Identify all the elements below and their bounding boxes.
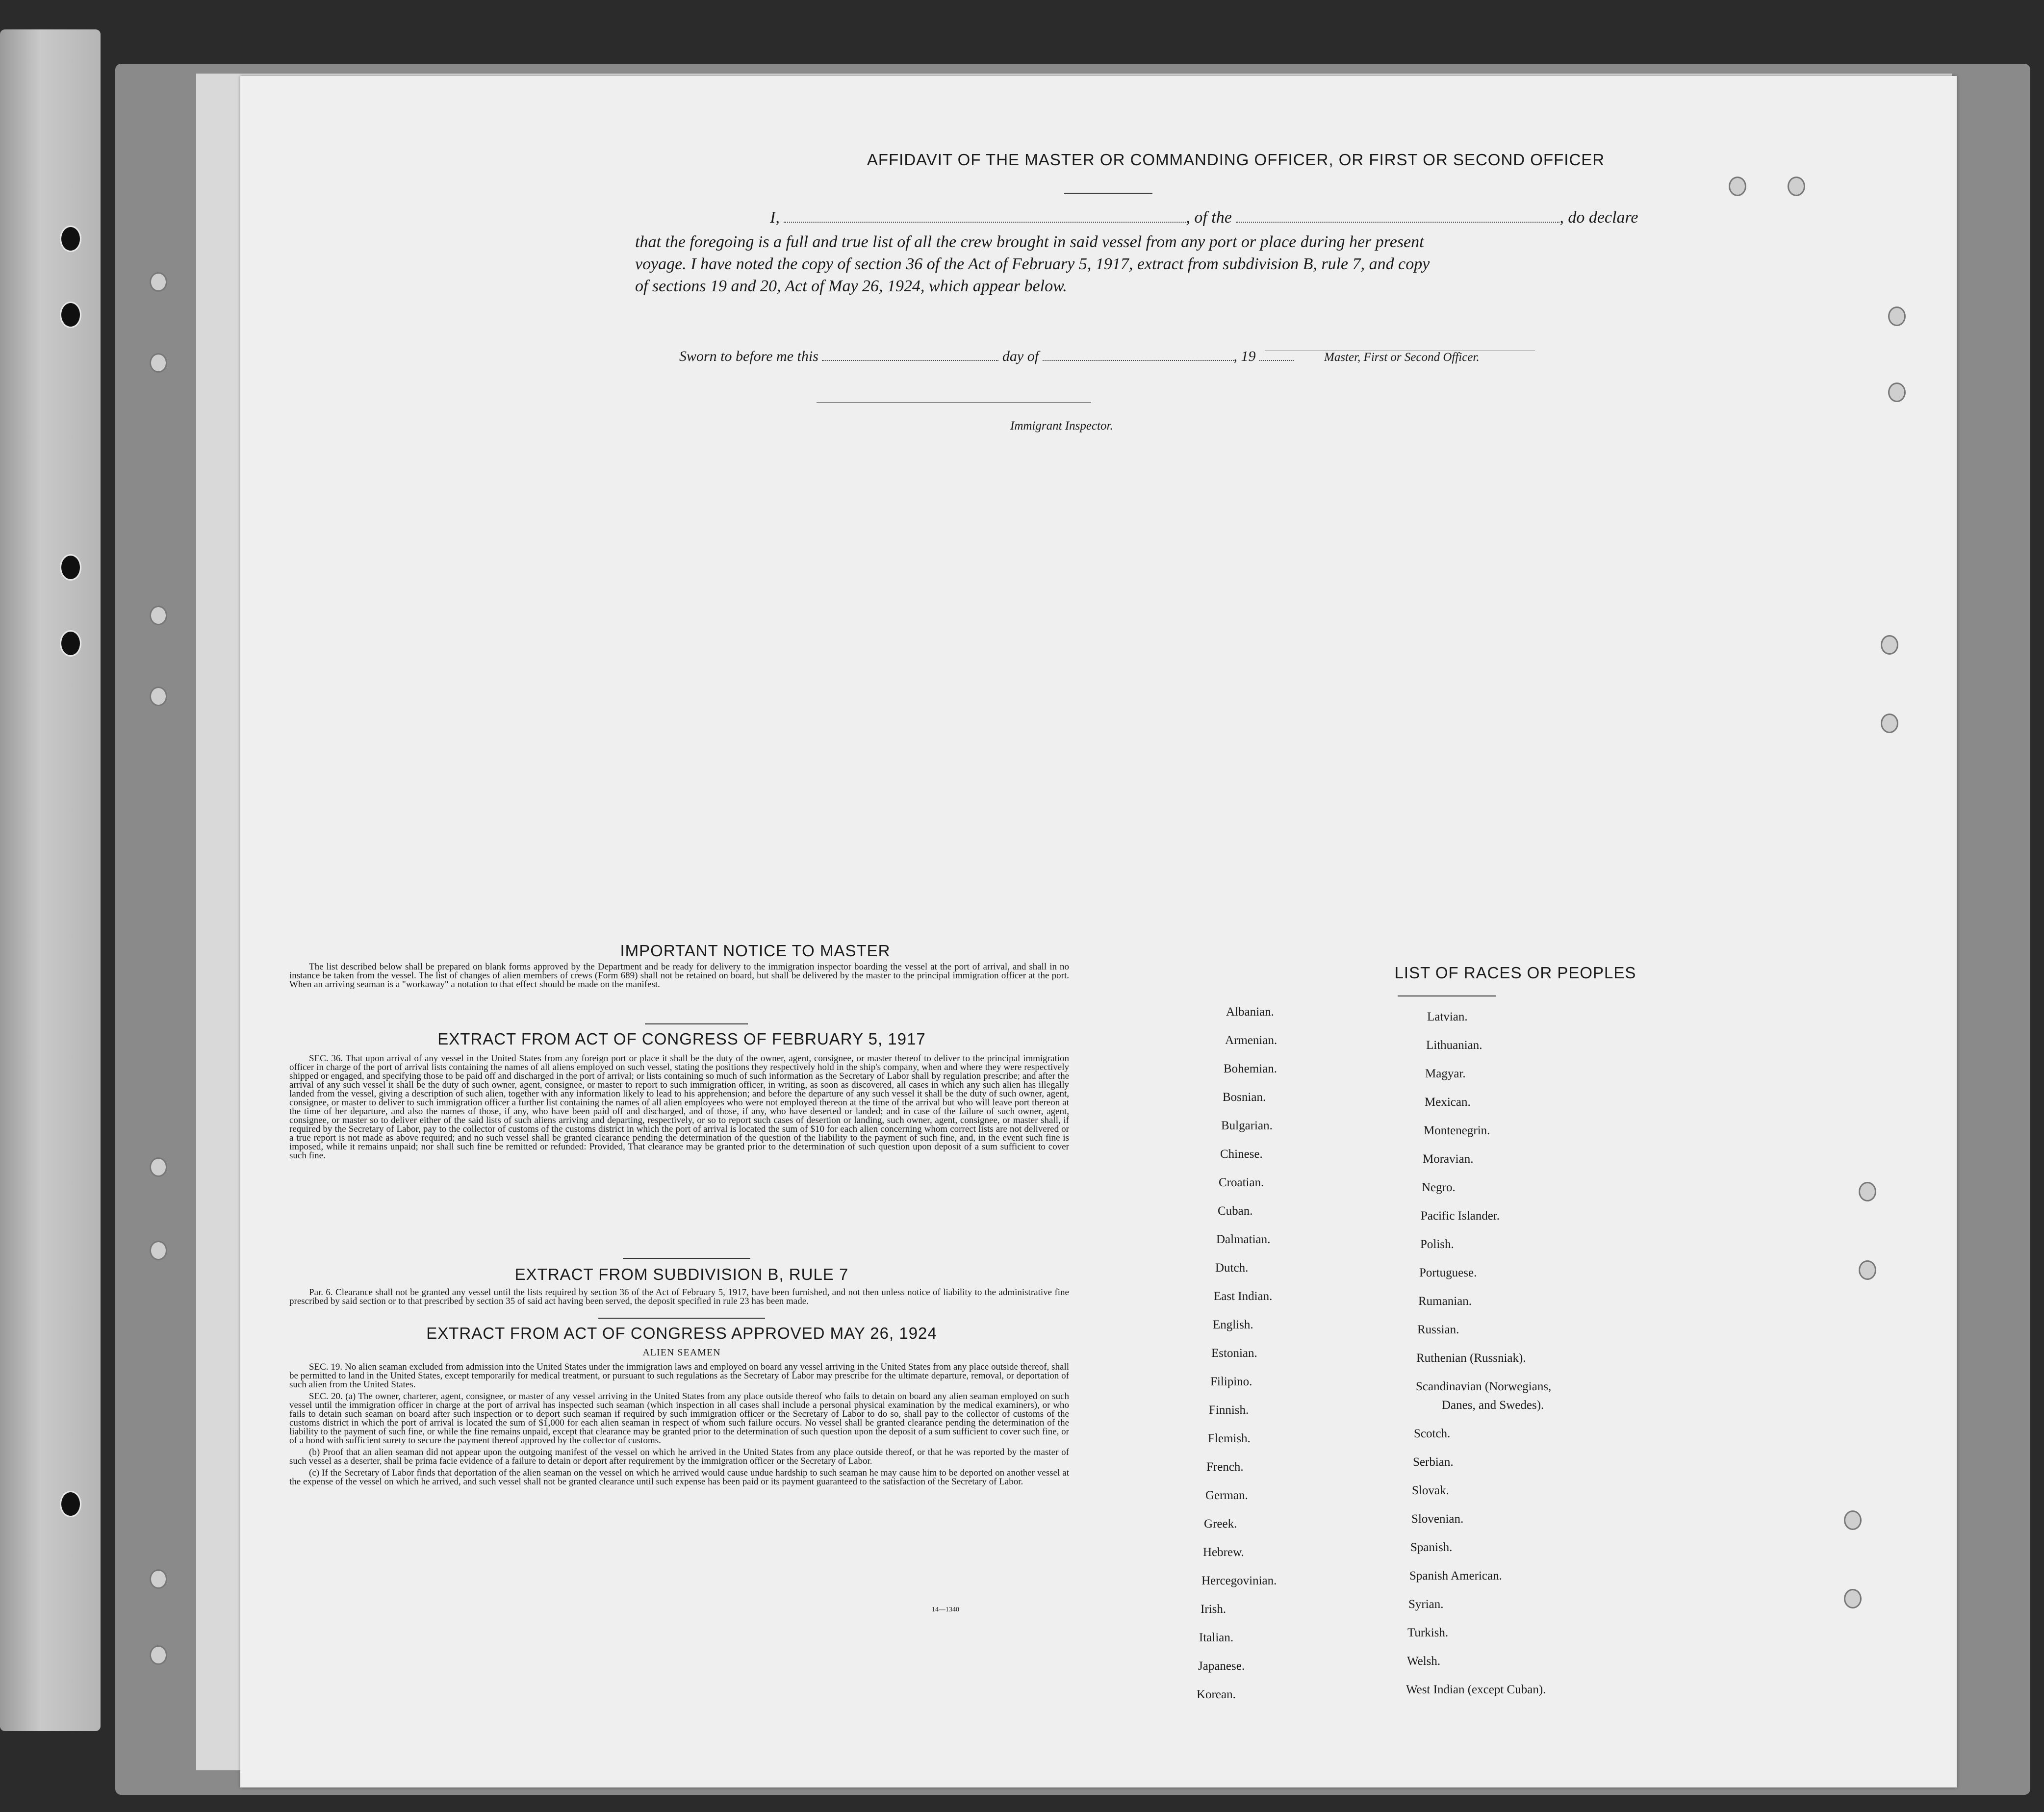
affidavit-title: AFFIDAVIT OF THE MASTER OR COMMANDING OFFICER, OR FIRST OR SECOND OFFICER <box>867 151 1605 169</box>
punch-hole <box>1844 1589 1862 1608</box>
punch-hole <box>150 1645 167 1665</box>
punch-hole <box>150 1569 167 1589</box>
affidavit-of: , of the <box>1186 208 1232 227</box>
punch-hole <box>150 1241 167 1260</box>
master-label: Master, First or Second Officer. <box>1324 351 1480 364</box>
sworn-month-blank[interactable] <box>1043 360 1234 361</box>
extract1-title: EXTRACT FROM ACT OF CONGRESS OF FEBRUARY 5, 1917 <box>437 1030 926 1048</box>
name-blank[interactable] <box>784 222 1186 223</box>
race-item: Chinese. <box>1220 1148 1263 1161</box>
race-item: Bohemian. <box>1224 1062 1278 1075</box>
extract1-body <box>289 1054 1069 1163</box>
race-item: Negro. <box>1422 1181 1456 1194</box>
section19-paragraph: SEC. 19. No alien seaman excluded from admission into the United States under the immigration laws and employed on board any vessel arriving in the United States from any place outside thereof, shall be permitted to land in the United States, except temporarily for medical treatment, or pursuant to such regulations as the Secretary of Labor may prescribe for the ultimate departure, removal, or deportation of such alien from the United States. <box>289 1362 1069 1390</box>
race-item: English. <box>1213 1318 1253 1331</box>
race-item: Spanish American. <box>1409 1569 1502 1582</box>
race-item: Syrian. <box>1408 1598 1444 1611</box>
punch-hole <box>150 353 167 373</box>
race-item: West Indian (except Cuban). <box>1406 1683 1546 1696</box>
document-page <box>240 76 1957 1787</box>
binder-hole <box>60 630 81 657</box>
race-item: Danes, and Swedes). <box>1442 1399 1544 1412</box>
race-item: Irish. <box>1201 1603 1226 1616</box>
binder-hole <box>60 302 81 328</box>
race-item: Dalmatian. <box>1216 1233 1271 1246</box>
notice-paragraph: The list described below shall be prepared on blank forms approved by the Department and be ready for delivery to the immigration inspector boarding the vessel at the port of arrival, and shall in no instance be taken from the vessel. The list of changes of alien members of crews (Form 689) shall not be retained on board, but shall be delivered by the master to the principal immigration officer at the port. When an arriving seaman is a "workaway" a notation to that effect should be made on the manifest. <box>289 962 1069 990</box>
notice-title: IMPORTANT NOTICE TO MASTER <box>620 942 891 960</box>
race-item: Hebrew. <box>1203 1546 1244 1559</box>
race-item: Italian. <box>1199 1631 1234 1644</box>
binder-strip <box>0 29 101 1731</box>
affidavit-line-1 <box>770 208 1638 227</box>
punch-hole <box>1788 177 1805 196</box>
race-item: East Indian. <box>1214 1290 1273 1303</box>
punch-hole <box>150 272 167 292</box>
affidavit-line-3: voyage. I have noted the copy of section 36 of the Act of February 5, 1917, extract from subdivision B, rule 7, and copy <box>635 255 1430 273</box>
extract2-rule <box>598 1318 765 1319</box>
title-rule <box>1064 193 1152 194</box>
extract3-subtitle: ALIEN SEAMEN <box>642 1347 721 1358</box>
binder-hole <box>60 554 81 581</box>
race-item: Magyar. <box>1425 1067 1466 1080</box>
punch-hole <box>150 606 167 625</box>
section20c-paragraph: (c) If the Secretary of Labor finds that deportation of the alien seaman on the vessel on which he arrived would cause undue hardship to such seaman he may cause him to be deported on another vessel at the expense of the vessel on which he arrived, and such vessel shall not be granted clearance until such expense has been paid or its payment guaranteed to the satisfaction of the Secretary of Labor. <box>289 1468 1069 1487</box>
race-item: Flemish. <box>1208 1432 1251 1445</box>
race-item: Bosnian. <box>1223 1091 1266 1104</box>
vessel-blank[interactable] <box>1236 222 1559 223</box>
race-item: Dutch. <box>1215 1261 1249 1275</box>
race-item: Welsh. <box>1407 1655 1441 1668</box>
extract2-body <box>289 1288 1069 1309</box>
sworn-year-blank[interactable] <box>1259 360 1294 361</box>
races-title: LIST OF RACES OR PEOPLES <box>1394 964 1636 982</box>
race-item: Moravian. <box>1423 1152 1474 1166</box>
race-item: Spanish. <box>1410 1541 1453 1554</box>
punch-hole <box>1859 1260 1876 1280</box>
affidavit-line-2: that the foregoing is a full and true list of all the crew brought in said vessel from any port or place during her present <box>635 233 1424 251</box>
race-item: Polish. <box>1420 1238 1454 1251</box>
race-item: Greek. <box>1204 1517 1237 1531</box>
year-label: , 19 <box>1233 348 1256 364</box>
race-item: Albanian. <box>1226 1005 1274 1019</box>
race-item: Scandinavian (Norwegians, <box>1416 1380 1552 1393</box>
races-right-column <box>1406 1010 1552 1711</box>
race-item: Estonian. <box>1211 1347 1257 1360</box>
race-item: Slovak. <box>1412 1484 1449 1497</box>
punch-hole <box>150 1157 167 1177</box>
race-item: Lithuanian. <box>1426 1039 1482 1052</box>
race-item: Slovenian. <box>1411 1512 1464 1526</box>
extract3-body <box>289 1363 1069 1489</box>
race-item: Hercegovinian. <box>1201 1574 1277 1587</box>
affidavit-declare: , do declare <box>1559 208 1638 227</box>
punch-hole <box>1844 1510 1862 1530</box>
sworn-day-blank[interactable] <box>822 360 998 361</box>
race-item: Croatian. <box>1219 1176 1264 1189</box>
affidavit-i: I, <box>770 208 780 227</box>
race-item: Montenegrin. <box>1424 1124 1490 1137</box>
race-item: Latvian. <box>1427 1010 1468 1023</box>
extract1-paragraph: SEC. 36. That upon arrival of any vessel in the United States from any foreign port or place it shall be the duty of the owner, agent, consignee, or master thereof to deliver to the principal immigration officer in charge of the port of arrival lists containing the names of all aliens employed on such vessel, stating the positions they respectively hold in the ship's company, when and where they were respectively shipped or engaged, and specifying those to be paid off and discharged in the port of arrival; or lists containing so much of such information as the Secretary of Labor shall by regulation prescribe; and after the arrival of any such vessel it shall be the duty of such owner, agent, consignee, or master to report to such immigration officer, in writing, as soon as discovered, all cases in which any such alien has illegally landed from the vessel, giving a description of such alien, together with any information likely to lead to his apprehension; and before the departure of any such vessel it shall be the duty of such owner, agent, consignee, or master to deliver to such immigration officer a further list containing the names of all alien employees who were not employed thereon at the time of the arrival but who will leave port thereon at the time of her departure, and also the names of those, if any, who have been paid off and discharged, and of those, if any, who have deserted or landed; and in case of the failure of such owner, agent, consignee, or master so to deliver either of the said lists of such aliens arriving and departing, respectively, or so to report such cases of desertion or landing, such owner, agent, consignee, or master shall, if required by the Secretary of Labor, pay to the collector of customs of the customs district in which the port of arrival is located the sum of $10 for each alien concerning whom correct lists are not delivered or a true report is not made as above required; and no such vessel shall be granted clearance pending the determination of the question of the liability to the payment of such fine, and, in the event such fine is imposed, while it remains unpaid; nor shall such fine be remitted or refunded: Provided, That clearance may be granted prior to the determination of such question upon deposit of a sum sufficient to cover such fine. <box>289 1053 1069 1161</box>
race-item: Korean. <box>1197 1688 1236 1701</box>
extract1-rule <box>623 1258 750 1259</box>
sworn-line <box>679 348 1294 365</box>
race-item: Pacific Islander. <box>1421 1209 1500 1223</box>
extract2-paragraph: Par. 6. Clearance shall not be granted any vessel until the lists required by section 36 of the Act of February 5, 1917, have been furnished, and not then unless notice of liability to the administrative fine prescribed by said section or to that prescribed by section 35 of said act having been served, the deposit specified in rule 23 has been made. <box>289 1287 1069 1306</box>
race-item: French. <box>1206 1460 1244 1474</box>
punch-hole <box>1859 1182 1876 1201</box>
binder-hole <box>60 1491 81 1517</box>
punch-hole <box>150 687 167 706</box>
section20b-paragraph: (b) Proof that an alien seaman did not appear upon the outgoing manifest of the vessel on which he arrived in the United States from any place outside thereof, or that he was reported by the master of such vessel as a deserter, shall be prima facie evidence of a failure to detain or deport after requirement by the immigration officer or the Secretary of Labor. <box>289 1447 1069 1466</box>
race-item: Serbian. <box>1413 1455 1454 1469</box>
race-item: Russian. <box>1417 1323 1459 1336</box>
punch-hole <box>1881 714 1898 733</box>
race-item: Turkish. <box>1407 1626 1449 1639</box>
extract3-title: EXTRACT FROM ACT OF CONGRESS APPROVED MAY 26, 1924 <box>426 1324 937 1342</box>
races-rule <box>1398 995 1496 996</box>
races-left-column <box>1197 1005 1278 1716</box>
race-item: Finnish. <box>1209 1404 1249 1417</box>
punch-hole <box>1888 306 1906 326</box>
race-item: Filipino. <box>1210 1375 1252 1388</box>
race-item: Japanese. <box>1198 1659 1245 1673</box>
day-of-label: day of <box>1002 348 1039 364</box>
race-item: Scotch. <box>1414 1427 1451 1440</box>
race-item: Armenian. <box>1225 1034 1278 1047</box>
notice-rule <box>645 1023 748 1024</box>
race-item: German. <box>1205 1489 1248 1502</box>
form-number: 14—1340 <box>932 1606 959 1613</box>
race-item: Cuban. <box>1218 1204 1253 1218</box>
section20a-paragraph: SEC. 20. (a) The owner, charterer, agent, consignee, or master of any vessel arriving in the United States from any place outside thereof who fails to detain on board any alien seaman employed on such vessel until the immigration officer in charge at the port of arrival has inspected such seaman (which inspection in all cases shall include a personal physical examination by the medical examiners), or who fails to detain such seaman on board after such inspection or to deport such seaman if required by such immigration officer or the Secretary of Labor to do so, shall pay to the collector of customs of the customs district in which the port of arrival is located the sum of $1,000 for each alien seaman in respect of whom such failure occurs. No vessel shall be granted clearance pending the determination of the liability to the payment of such fine, or while the fine remains unpaid, except that clearance may be granted prior to the determination of such question upon the deposit of a sum sufficient to cover such fine, or of a bond with sufficient surety to secure the payment thereof approved by the collector of customs. <box>289 1391 1069 1446</box>
inspector-signature-line <box>817 402 1091 403</box>
notice-body <box>289 963 1069 992</box>
inspector-label: Immigrant Inspector. <box>1010 419 1113 433</box>
race-item: Ruthenian (Russniak). <box>1416 1352 1526 1365</box>
race-item: Portuguese. <box>1419 1266 1477 1279</box>
punch-hole <box>1729 177 1746 196</box>
punch-hole <box>1888 383 1906 402</box>
race-item: Mexican. <box>1425 1096 1471 1109</box>
binder-hole <box>60 226 81 252</box>
extract2-title: EXTRACT FROM SUBDIVISION B, RULE 7 <box>514 1265 849 1283</box>
race-item: Bulgarian. <box>1221 1119 1273 1132</box>
affidavit-line-4: of sections 19 and 20, Act of May 26, 1924, which appear below. <box>635 277 1067 295</box>
punch-hole <box>1881 635 1898 655</box>
race-item: Rumanian. <box>1418 1295 1472 1308</box>
sworn-label: Sworn to before me this <box>679 348 818 364</box>
